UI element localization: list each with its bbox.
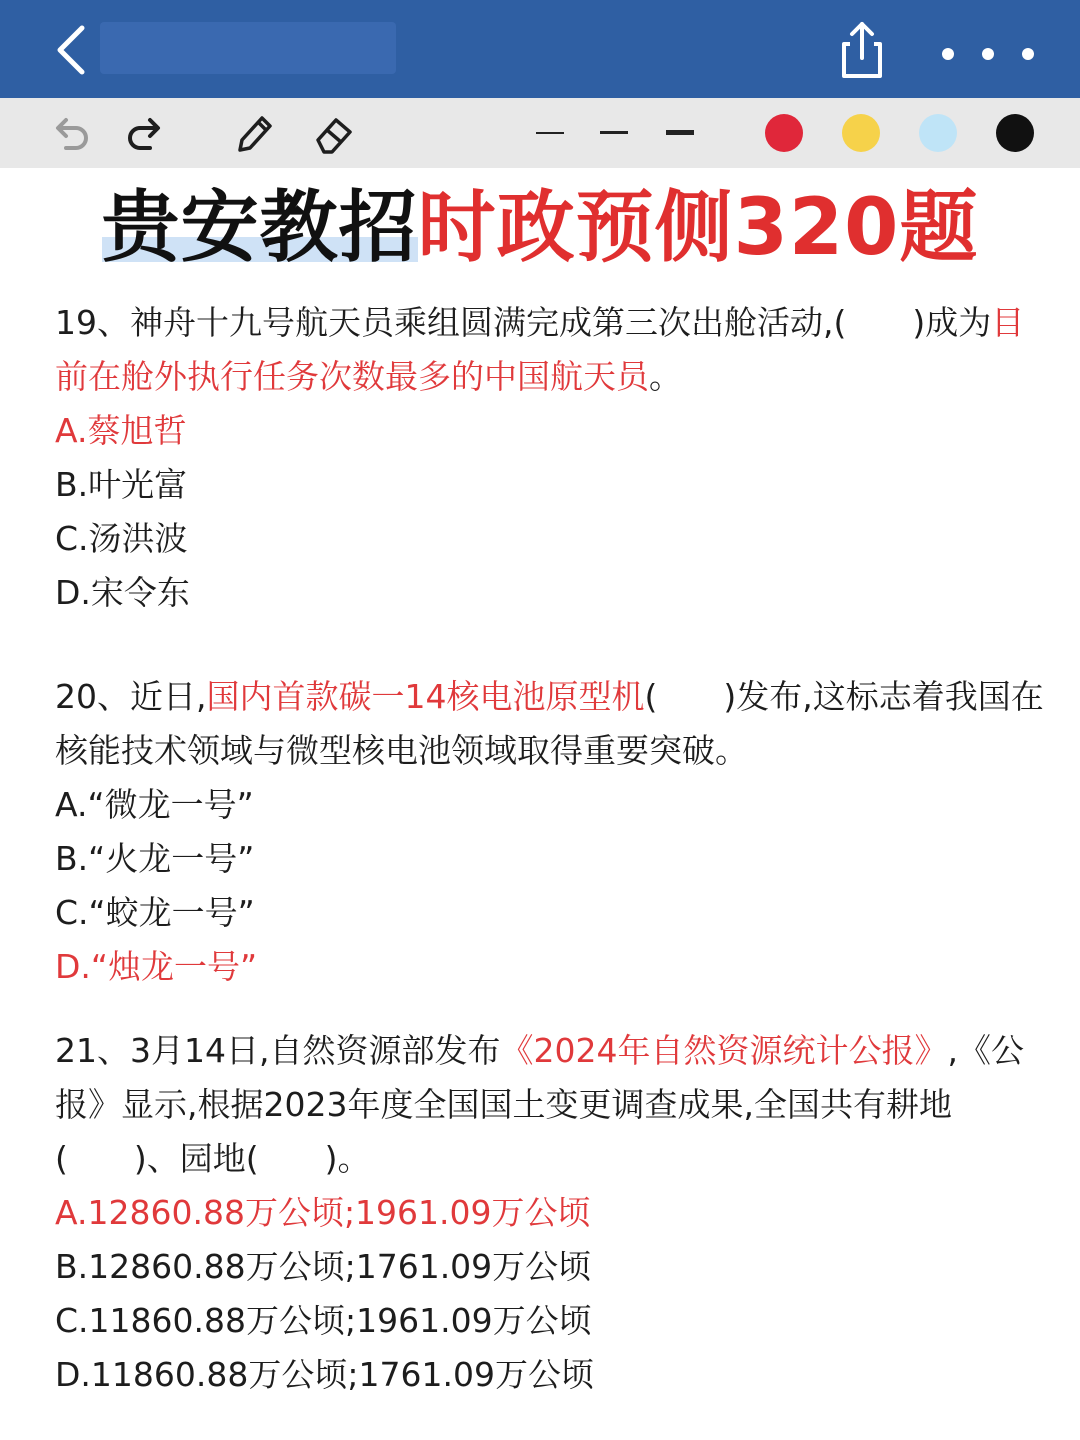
stroke-thin-button[interactable] xyxy=(528,128,572,138)
option-a: A.12860.88万公顷;1961.09万公顷 xyxy=(55,1193,591,1232)
stem-text: 21、3月14日,自然资源部发布 xyxy=(55,1031,501,1070)
option-a: A.“微龙一号” xyxy=(55,785,254,824)
pencil-icon xyxy=(230,110,278,158)
option-d: D.“烛龙一号” xyxy=(55,947,258,986)
pencil-tool-button[interactable] xyxy=(230,110,278,158)
question-stem xyxy=(55,670,1045,778)
question-block xyxy=(55,670,1045,994)
stem-text: 。 xyxy=(649,357,682,396)
page-headline xyxy=(0,178,1080,278)
option-c: C.11860.88万公顷;1961.09万公顷 xyxy=(55,1301,592,1340)
redo-button[interactable] xyxy=(122,110,170,158)
option-c: C.“蛟龙一号” xyxy=(55,893,255,932)
chevron-left-icon xyxy=(48,20,96,80)
question-stem xyxy=(55,1024,1045,1186)
spacer xyxy=(55,994,1045,1024)
more-horizontal-icon xyxy=(942,48,954,60)
share-button[interactable] xyxy=(832,18,892,82)
stem-highlight: 《2024年自然资源统计公报》 xyxy=(500,1031,948,1070)
option-c: C.汤洪波 xyxy=(55,519,188,558)
stem-highlight: 国内首款碳一14核电池原型机 xyxy=(206,677,645,716)
color-swatch-yellow[interactable] xyxy=(842,114,880,152)
more-dot xyxy=(1022,48,1034,60)
question-stem xyxy=(55,296,1045,404)
more-dot xyxy=(982,48,994,60)
option-a: A.蔡旭哲 xyxy=(55,411,187,450)
color-swatch-black[interactable] xyxy=(996,114,1034,152)
option-d: D.宋令东 xyxy=(55,573,190,612)
headline-black-part: 贵安教招 xyxy=(101,183,418,273)
stroke-thick-button[interactable] xyxy=(658,128,702,138)
question-block xyxy=(55,296,1045,620)
undo-button[interactable] xyxy=(46,110,94,158)
spacer xyxy=(55,620,1045,670)
redo-icon xyxy=(122,110,170,158)
option-b: B.“火龙一号” xyxy=(55,839,255,878)
stem-text: ,《公报》显示,根据2023年度全国国土变更调查成果,全国共有耕地( )、园地( )。 xyxy=(55,1031,1024,1178)
undo-icon xyxy=(46,110,94,158)
stem-text: 19、神舟十九号航天员乘组圆满完成第三次出舱活动,( )成为 xyxy=(55,303,992,342)
eraser-icon xyxy=(310,110,358,158)
top-app-bar xyxy=(0,0,1080,98)
stem-highlight: 目前在舱外执行任务次数最多的中国航天员 xyxy=(55,303,1025,396)
option-b: B.12860.88万公顷;1761.09万公顷 xyxy=(55,1247,592,1286)
question-list xyxy=(55,296,1045,1402)
question-block xyxy=(55,1024,1045,1402)
document-title-redacted xyxy=(100,22,396,74)
back-button[interactable] xyxy=(48,20,96,80)
more-options-button[interactable] xyxy=(932,34,1044,74)
color-swatch-light-blue[interactable] xyxy=(919,114,957,152)
annotation-toolbar xyxy=(0,98,1080,168)
option-d: D.11860.88万公顷;1761.09万公顷 xyxy=(55,1355,594,1394)
eraser-tool-button[interactable] xyxy=(310,110,358,158)
color-swatch-red[interactable] xyxy=(765,114,803,152)
stroke-medium-button[interactable] xyxy=(592,128,636,138)
share-icon xyxy=(832,18,892,82)
stem-text: 20、近日, xyxy=(55,677,207,716)
stem-text: ( )发布,这标志着我国在核能技术领域与微型核电池领域取得重要突破。 xyxy=(55,677,1044,770)
headline-red-part: 时政预侧320题 xyxy=(417,183,979,273)
option-b: B.叶光富 xyxy=(55,465,188,504)
